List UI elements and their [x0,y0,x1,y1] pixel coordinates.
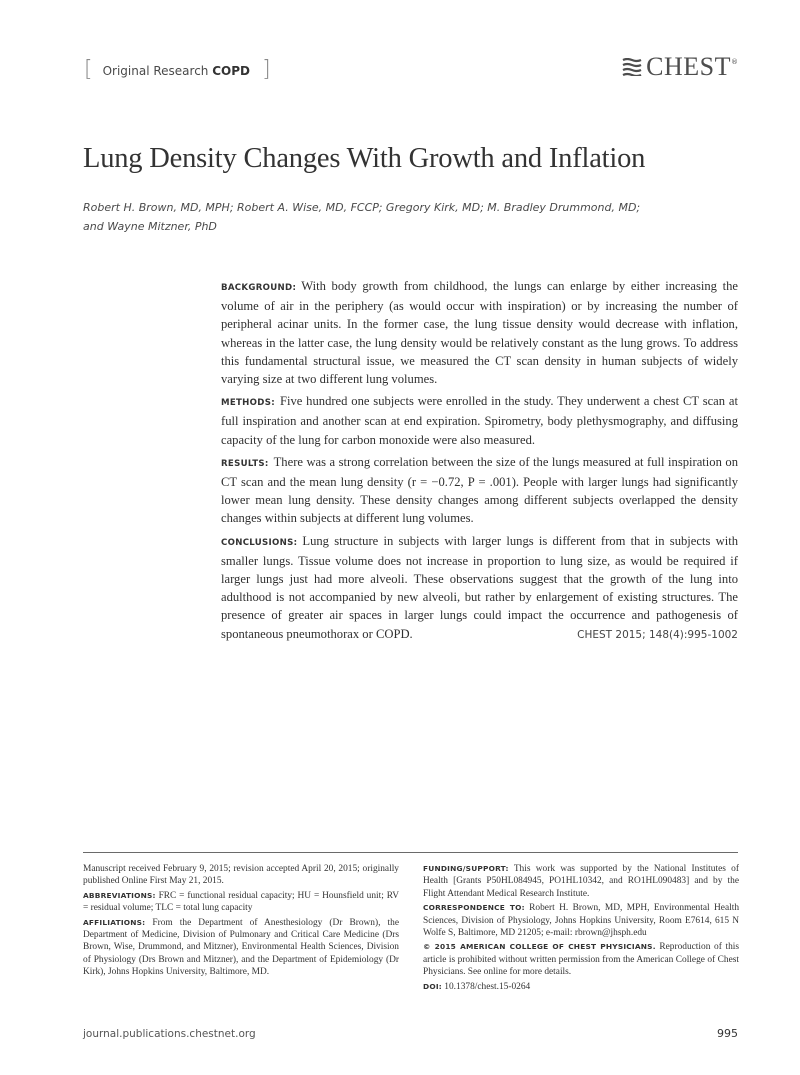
correspondence-text: Robert H. Brown, MD, MPH, Environmental Health Sciences, Division of Physiology, Johns Hopkins University, Room E7614, 615 N Wolfe S, Baltimore, MD 21205; e-mail: rbrown@jhsph.edu [423,903,740,939]
authors-line-1: Robert H. Brown, MD, MPH; Robert A. Wise, MD, FCCP; Gregory Kirk, MD; M. Bradley Drummond, MD; [83,201,641,214]
copyright-text: Reproduction of this article is prohibited without written permission from the American College of Chest Physicians. See online for more details. [423,942,740,978]
methods-heading: METHODS: [221,398,275,409]
doi-heading: DOI: [423,981,442,991]
chest-logo [622,54,738,80]
background-heading: BACKGROUND: [221,283,297,293]
copyright-note [423,941,739,978]
footnotes-right [423,863,739,995]
funding-text: This work was supported by the National Institutes of Health [Grants P50HL084945, PO1HL10342, and RO1HL090483] and by the Flight Attendant Medical Research Institute. [423,864,739,899]
doi-note [423,981,739,993]
chest-logo-text: CHEST [646,52,731,81]
correspondence-heading: CORRESPONDENCE TO: [423,903,525,913]
results-text: There was a strong correlation between the size of the lungs measured at full inspiration on CT scan and the mean lung density (r = −0.72, P = .001). People with larger lungs had significantly lower mean lung density. These density changes among different subjects overlapped the density changes within subjects at different lung volumes. [221,454,738,526]
abstract [221,277,738,647]
section-label [103,64,250,78]
manuscript-dates: Manuscript received February 9, 2015; revision accepted April 20, 2015; originally published Online First May 21, 2015. [83,864,399,887]
chest-logo-icon [622,58,642,76]
page-number: 995 [717,1027,738,1040]
section-topic: COPD [212,64,251,78]
conclusions-heading: CONCLUSIONS: [221,537,298,548]
author-list [83,198,683,236]
section-tag [84,56,271,82]
abstract-background [221,277,738,388]
correspondence-note [423,902,739,939]
results-heading: RESULTS: [221,458,269,469]
doi-link[interactable]: 10.1378/chest.15-0264 [444,981,531,992]
abbreviations-heading: ABBREVIATIONS: [83,890,156,900]
abbreviations-text: FRC = functional residual capacity; HU = Hounsfield unit; RV = residual volume; TLC = total lung capacity [83,890,399,914]
journal-url-link[interactable]: journal.publications.chestnet.org [83,1028,256,1040]
section-type: Original Research [102,64,209,78]
affiliations-note [83,917,399,979]
copyright-heading: © 2015 AMERICAN COLLEGE OF CHEST PHYSICIANS. [423,942,656,952]
footnotes-left [83,863,399,981]
affiliations-heading: AFFILIATIONS: [83,917,146,927]
background-text: With body growth from childhood, the lungs can enlarge by either increasing the volume of air in the periphery (as would occur with inspiration) or by increasing the number of peripheral acinar units. In the former case, the lung tissue density would decrease with inflation, whereas in the latter case, the lung density would be relatively constant as the lung grows. To address this fundamental structural issue, we measured the CT scan density in human subjects of widely varying size at two different lung volumes. [221,279,738,387]
funding-heading: FUNDING/SUPPORT: [423,864,509,873]
abstract-methods [221,392,738,449]
abstract-conclusions [221,532,738,643]
conclusions-text: Lung structure in subjects with larger lungs is different from that in subjects with smaller lungs. Tissue volume does not increase in proportion to lung size, as would be required if larger lungs just had more alveoli. These observations suggest that the growth of the lung into adulthood is not accompanied by new alveoli, but rather by enlargement of existing structures. The presence of greater air spaces in larger lungs could impact the occurrence and pathogenesis of spontaneous pneumothorax or COPD. [221,533,738,641]
bracket-left-icon: [ [84,56,93,82]
journal-citation: CHEST 2015; 148(4):995-1002 [577,628,738,641]
affiliations-text: From the Department of Anesthesiology (Dr Brown), the Department of Medicine, Division of Pulmonary and Critical Care Medicine (Drs Brown, Wise, Drummond, and Mitzner), Environmental Health Sciences, Division of Physiology (Drs Brown and Mitzner), and the Department of Epidemiology (Dr Kirk), Johns Hopkins University, Baltimore, MD. [83,917,399,978]
authors-line-2: and Wayne Mitzner, PhD [83,220,217,233]
footnote-divider [83,852,738,853]
bracket-right-icon: ] [262,56,271,82]
trademark-mark: ® [731,58,738,66]
methods-text: Five hundred one subjects were enrolled in the study. They underwent a chest CT scan at full inspiration and another scan at end expiration. Spirometry, body plethysmography, and diffusing capacity of the lung for carbon monoxide were also measured. [221,394,738,447]
funding-note [423,863,739,900]
article-title: Lung Density Changes With Growth and Inflation [83,143,646,174]
abstract-results [221,453,738,528]
abbreviations-note [83,890,399,915]
